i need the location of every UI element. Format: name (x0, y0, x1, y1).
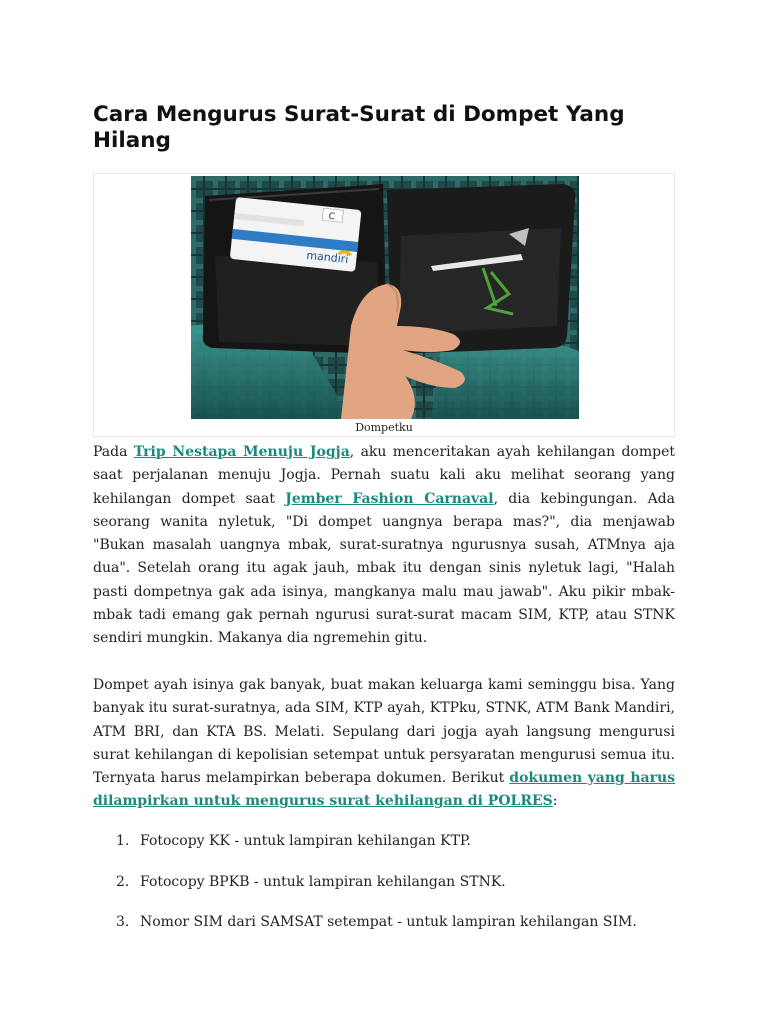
link-trip-nestapa[interactable]: Trip Nestapa Menuju Jogja (133, 444, 350, 460)
list-item (93, 911, 675, 952)
list-text: Nomor SIM dari SAMSAT setempat - untuk lampiran kehilangan SIM. (140, 914, 637, 930)
paragraph-1-text-b: , aku menceritakan ayah kehilangan dompet saat perjalanan menuju Jogja. Pernah suatu kali aku melihat seorang yang kehilangan dompet saat (93, 444, 675, 507)
list-number: 1. (116, 833, 130, 849)
card-letter: C (328, 211, 336, 223)
paragraph-2 (93, 674, 675, 814)
link-jember-fashion-carnaval[interactable]: Jember Fashion Carnaval (285, 490, 494, 507)
paragraph-1-text-c: , dia kebingungan. Ada seorang wanita nyletuk, "Di dompet uangnya berapa mas?", dia menjawab "Bukan masalah uangnya mbak, surat-suratnya ngurusnya susah, ATMnya aja dua". Setelah orang itu agak jauh, mbak itu dengan sinis nyletuk lagi, "Halah pasti dompetnya gak ada isinya, mangkanya malu mau jawab". Aku pikir mbak-mbak tadi emang gak pernah ngurusi surat-surat macam SIM, KTP, atau STNK sendiri mungkin. Makanya dia ngremehin gitu. (93, 490, 675, 647)
list-item (93, 871, 675, 912)
wallet-photo (191, 176, 579, 419)
list-text: Fotocopy KK - untuk lampiran kehilangan KTP. (140, 833, 471, 849)
list-number: 3. (116, 914, 130, 930)
link-dokumen-kehilangan[interactable]: dokumen yang harus dilampirkan untuk mengurus surat kehilangan di POLRES (93, 770, 676, 810)
paragraph-1 (93, 441, 675, 651)
document-list (93, 830, 675, 952)
figure-caption: Dompetku (355, 421, 413, 434)
paragraph-2-text-a: Dompet ayah isinya gak banyak, buat makan keluarga kami seminggu bisa. Yang banyak itu surat-suratnya, ada SIM, KTP ayah, KTPku, STNK, ATM Bank Mandiri, ATM BRI, dan KTA BS. Melati. Sepulang dari jogja ayah langsung mengurusi surat kehilangan di kepolisian setempat untuk persyaratan mengurusi semua itu. Ternyata harus melampirkan beberapa dokumen. Berikut (93, 677, 675, 787)
card-text: mandiri (305, 248, 349, 267)
list-item (93, 830, 675, 871)
figure (93, 173, 675, 437)
list-number: 2. (116, 873, 130, 890)
paragraph-2-text-b: : (552, 793, 558, 810)
paragraph-1-text-a: Pada (93, 444, 134, 460)
page-title: Cara Mengurus Surat-Surat di Dompet Yang Hilang (93, 102, 625, 153)
list-text: Fotocopy BPKB - untuk lampiran kehilangan STNK. (140, 873, 506, 890)
